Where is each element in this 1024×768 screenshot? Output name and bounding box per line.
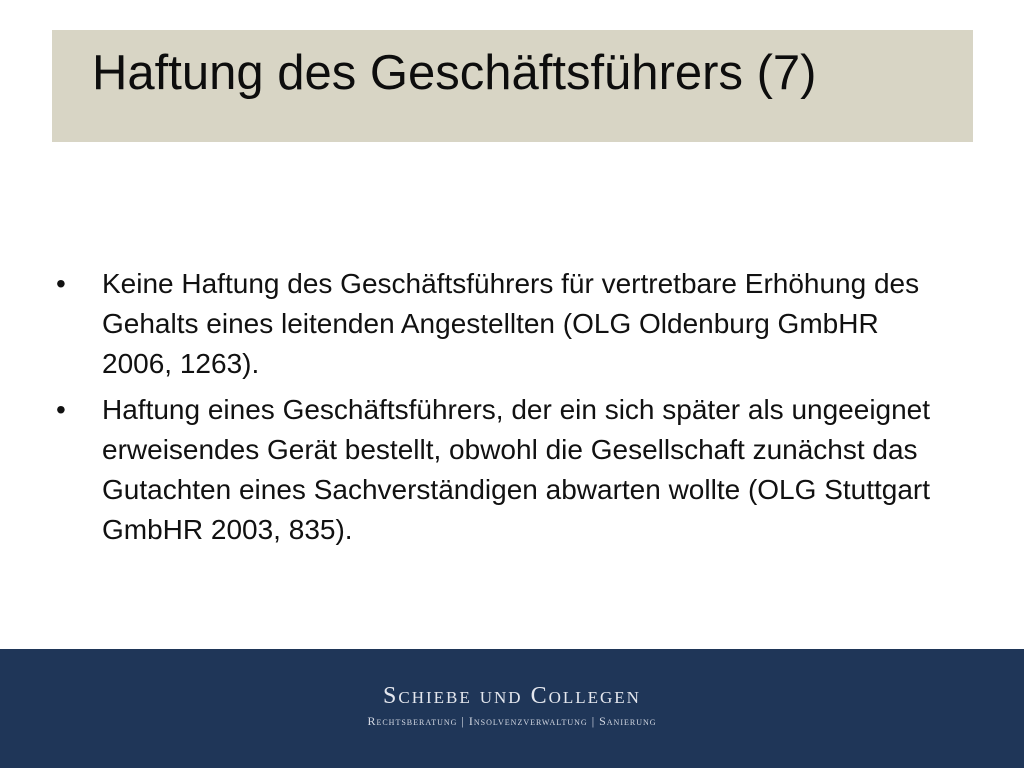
slide-title: Haftung des Geschäftsführers (7) bbox=[92, 46, 817, 100]
bullet-text: Keine Haftung des Geschäftsführers für vertretbare Erhöhung des Gehalts eines leitenden Angestellten (OLG Oldenburg GmbHR 2006, 1263). bbox=[102, 268, 920, 379]
footer-band bbox=[0, 649, 1024, 768]
firm-name: Schiebe und Collegen bbox=[383, 683, 641, 709]
bullet-item bbox=[56, 264, 956, 384]
bullet-text: Haftung eines Geschäftsführers, der ein sich später als ungeeignet erweisendes Gerät bestellt, obwohl die Gesellschaft zunächst das Gutachten eines Sachverständigen abwarten wollte (OLG Stuttgart GmbHR 2003, 835). bbox=[102, 394, 931, 545]
firm-services: Rechtsberatung | Insolvenzverwaltung | Sanierung bbox=[367, 714, 657, 728]
bullet-item bbox=[56, 390, 956, 550]
bullet-list bbox=[56, 264, 956, 556]
bullet-dot-icon: • bbox=[56, 268, 66, 299]
bullet-dot-icon: • bbox=[56, 394, 66, 425]
title-band bbox=[52, 30, 973, 142]
